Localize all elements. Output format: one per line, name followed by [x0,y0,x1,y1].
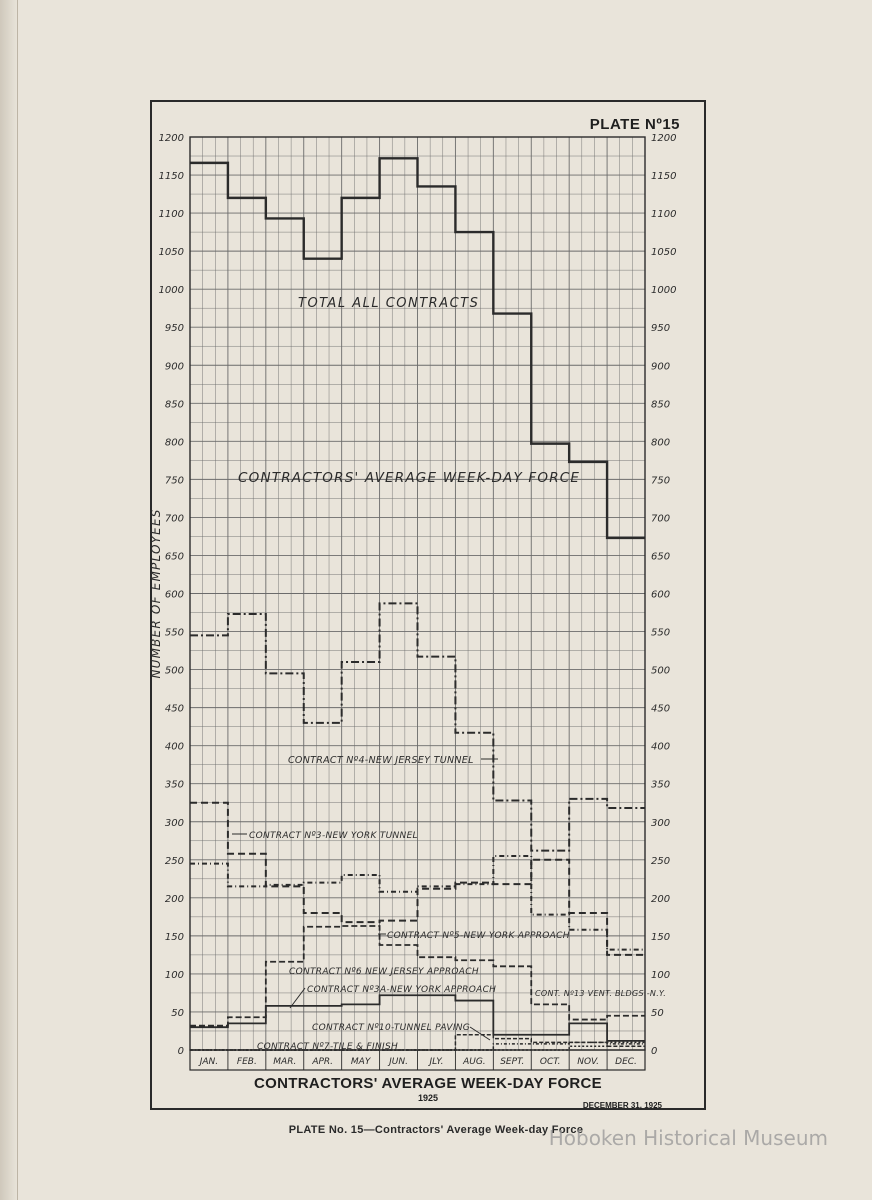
chart-date: DECEMBER 31, 1925 [582,1101,662,1110]
x-tick-label: FEB. [236,1057,257,1067]
x-tick-label: JLY. [429,1057,444,1067]
x-tick-label: OCT. [539,1057,561,1067]
x-tick-label: APR. [312,1057,334,1067]
y-axis-label: NUMBER OF EMPLOYEES [149,508,163,679]
x-tick-label: JUN. [389,1057,408,1067]
y-tick-label-left: 400 [164,741,184,753]
y-tick-label-right: 300 [651,817,671,829]
y-tick-label-left: 500 [164,665,184,677]
y-tick-label-left: 600 [164,589,184,601]
y-tick-label-right: 250 [651,855,671,867]
x-tick-label: NOV. [577,1057,600,1067]
y-tick-label-right: 1150 [651,171,677,183]
y-tick-label-right: 150 [651,931,671,943]
y-tick-label-left: 550 [164,627,184,639]
y-tick-label-right: 1200 [651,133,677,144]
y-tick-label-left: 1100 [158,209,184,221]
y-tick-label-left: 150 [164,931,184,943]
y-tick-label-left: 1050 [158,247,184,259]
watermark: Hoboken Historical Museum [548,1126,828,1150]
series-label: CONTRACT Nº4-NEW JERSEY TUNNEL [288,755,474,766]
y-tick-label-right: 50 [651,1007,664,1019]
series-label: CONTRACT Nº7-TILE & FINISH [257,1042,399,1052]
y-tick-label-left: 650 [164,551,184,563]
x-tick-label: DEC. [615,1057,637,1067]
y-tick-label-left: 700 [164,513,184,525]
chart-year: 1925 [417,1093,439,1103]
y-tick-label-left: 1000 [158,285,184,297]
y-tick-label-left: 250 [164,855,184,867]
y-tick-label-left: 1150 [158,171,184,183]
chart-title: CONTRACTORS' AVERAGE WEEK-DAY FORCE [254,1075,602,1092]
x-tick-label: JAN. [199,1057,219,1067]
label-leader [470,1027,490,1040]
y-tick-label-left: 50 [171,1007,184,1019]
y-tick-label-right: 700 [651,513,671,525]
y-tick-label-right: 600 [651,589,671,601]
y-tick-label-right: 0 [651,1046,658,1057]
x-tick-label: MAY [350,1057,371,1067]
y-tick-label-right: 1000 [651,285,677,297]
series-label: CONT. Nº13 VENT. BLDGS.-N.Y. [535,989,667,998]
chart-annotation: CONTRACTORS' AVERAGE WEEK-DAY FORCE [238,470,581,486]
series-label: CONTRACT Nº6 NEW JERSEY APPROACH [289,967,479,977]
y-tick-label-left: 900 [164,361,184,373]
y-tick-label-left: 1200 [158,133,184,144]
x-tick-label: AUG. [463,1057,486,1067]
y-tick-label-right: 950 [651,323,671,335]
y-tick-label-left: 0 [177,1046,184,1057]
plate-number: PLATE Nº15 [589,116,680,133]
y-tick-label-right: 100 [651,969,671,981]
x-tick-label: SEPT. [500,1057,525,1067]
series-label: CONTRACT Nº5-NEW YORK APPROACH [387,931,570,941]
y-tick-label-right: 800 [651,437,671,449]
y-tick-label-left: 950 [164,323,184,335]
y-tick-label-left: 200 [164,893,184,905]
y-tick-label-right: 1100 [651,209,677,221]
y-tick-label-right: 400 [651,741,671,753]
plate-caption: PLATE No. 15—Contractors' Average Week-day Force [288,1124,584,1136]
y-tick-label-left: 450 [164,703,184,715]
y-tick-label-right: 900 [651,361,671,373]
series-label: CONTRACT Nº3-NEW YORK TUNNEL [249,831,418,841]
y-tick-label-left: 100 [164,969,184,981]
y-tick-label-right: 550 [651,627,671,639]
y-tick-label-right: 200 [651,893,671,905]
series-label: CONTRACT Nº10-TUNNEL PAVING [312,1023,471,1033]
y-tick-label-right: 650 [651,551,671,563]
y-tick-label-left: 850 [164,399,184,411]
y-tick-label-right: 450 [651,703,671,715]
y-tick-label-right: 500 [651,665,671,677]
series-label: TOTAL ALL CONTRACTS [298,296,480,311]
y-tick-label-left: 350 [164,779,184,791]
series-label: CONTRACT Nº3A-NEW YORK APPROACH [307,985,497,995]
y-tick-label-left: 300 [164,817,184,829]
y-tick-label-right: 750 [651,475,671,487]
y-tick-label-left: 750 [164,475,184,487]
x-tick-label: MAR. [273,1057,297,1067]
y-tick-label-right: 1050 [651,247,677,259]
y-tick-label-left: 800 [164,437,184,449]
y-tick-label-right: 350 [651,779,671,791]
y-tick-label-right: 850 [651,399,671,411]
